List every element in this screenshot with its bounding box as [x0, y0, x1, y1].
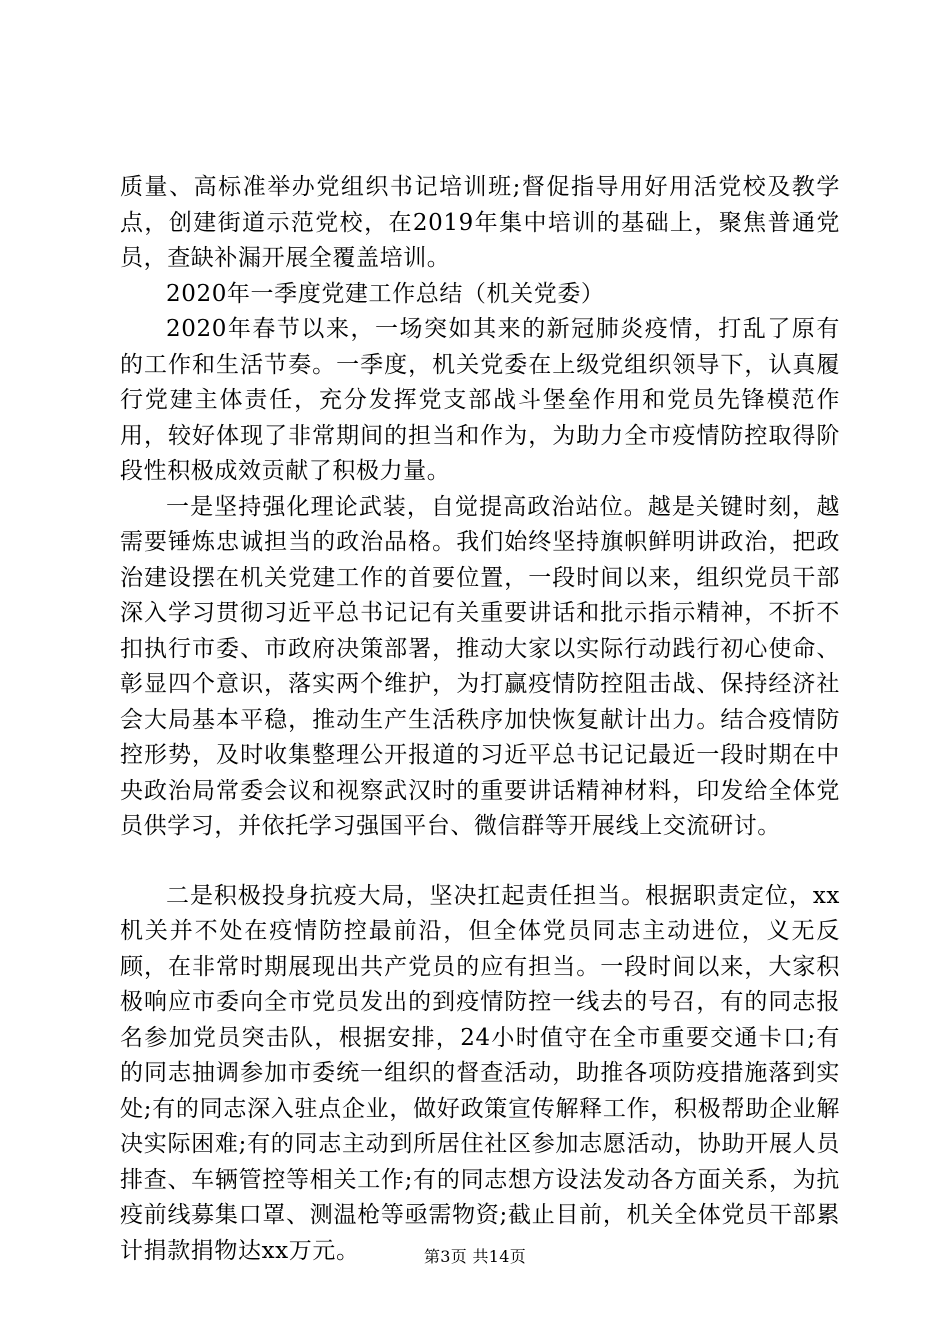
paragraph-point-two: 二是积极投身抗疫大局，坚决扛起责任担当。根据职责定位，xx机关并不处在疫情防控最前沿，但全体党员同志主动进位，义无反顾，在非常时期展现出共产党员的应有担当。一段时间以来，大家积极响应市委向全市党员发出的到疫情防控一线去的号召，有的同志报名参加党员突击队，根据安排，24小时值守在全市重要交通卡口;有的同志抽调参加市委统一组织的督查活动，助推各项防疫措施落到实处;有的同志深入驻点企业，做好政策宣传解释工作，积极帮助企业解决实际困难;有的同志主动到所居住社区参加志愿活动，协助开展人员排查、车辆管控等相关工作;有的同志想方设法发动各方面关系，为抗疫前线募集口罩、测温枪等亟需物资;截止目前，机关全体党员干部累计捐款捐物达xx万元。	[120, 882, 840, 1264]
page-footer: 第3页 共14页	[423, 1247, 527, 1266]
paragraph-intro: 2020年春节以来，一场突如其来的新冠肺炎疫情，打乱了原有的工作和生活节奏。一季度，机关党委在上级党组织领导下，认真履行党建主体责任，充分发挥党支部战斗堡垒作用和党员先锋模范作用，较好体现了非常期间的担当和作为，为助力全市疫情防控取得阶段性积极成效贡献了积极力量。	[120, 316, 840, 484]
document-body	[120, 170, 840, 1269]
paragraph-point-one: 一是坚持强化理论武装，自觉提高政治站位。越是关键时刻，越需要锤炼忠诚担当的政治品格。我们始终坚持旗帜鲜明讲政治，把政治建设摆在机关党建工作的首要位置，一段时间以来，组织党员干部深入学习贯彻习近平总书记记有关重要讲话和批示指示精神，不折不扣执行市委、市政府决策部署，推动大家以实际行动践行初心使命、彰显四个意识，落实两个维护，为打赢疫情防控阻击战、保持经济社会大局基本平稳，推动生产生活秩序加快恢复献计出力。结合疫情防控形势，及时收集整理公开报道的习近平总书记记最近一段时期在中央政治局常委会议和视察武汉时的重要讲话精神材料，印发给全体党员供学习，并依托学习强国平台、微信群等开展线上交流研讨。	[120, 493, 840, 839]
paragraph-continuation: 质量、高标准举办党组织书记培训班;督促指导用好用活党校及教学点，创建街道示范党校，在2019年集中培训的基础上，聚焦普通党员，查缺补漏开展全覆盖培训。	[120, 174, 840, 271]
section-title: 2020年一季度党建工作总结（机关党委）	[166, 280, 605, 307]
